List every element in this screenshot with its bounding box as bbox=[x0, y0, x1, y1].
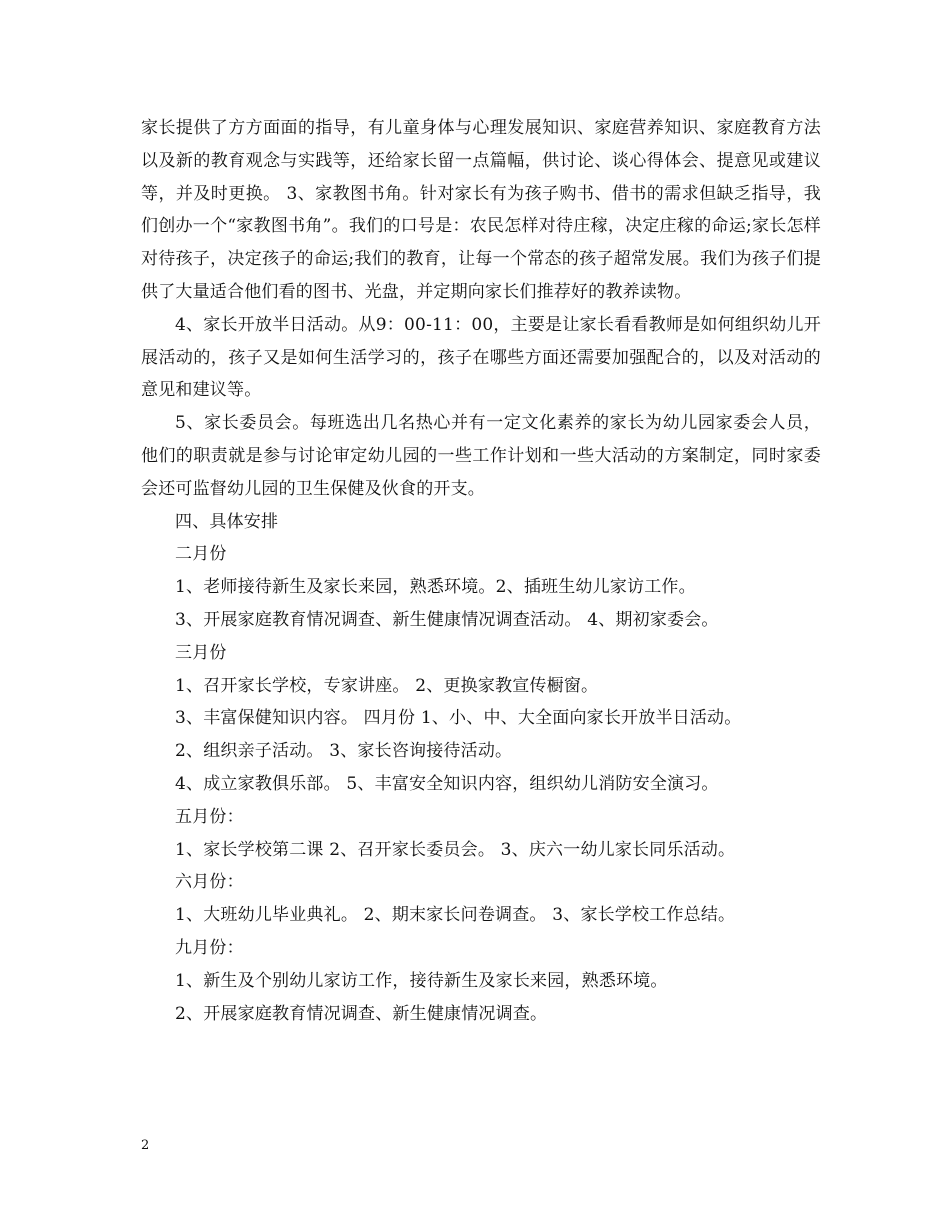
month-heading-march: 三月份 bbox=[175, 642, 227, 663]
list-item: 1、召开家长学校，专家讲座。 2、更换家教宣传橱窗。 bbox=[175, 675, 599, 696]
month-heading-june: 六月份： bbox=[175, 872, 244, 893]
document-body bbox=[141, 112, 821, 1030]
month-heading-september: 九月份： bbox=[175, 937, 244, 958]
month-heading-may: 五月份： bbox=[175, 806, 244, 827]
page-number: 2 bbox=[141, 1138, 150, 1153]
list-item: 4、成立家教俱乐部。 5、丰富安全知识内容，组织幼儿消防安全演习。 bbox=[175, 773, 719, 794]
list-item: 1、大班幼儿毕业典礼。 2、期末家长问卷调查。 3、家长学校工作总结。 bbox=[175, 905, 736, 926]
paragraph-family-guidance: 家长提供了方方面面的指导，有儿童身体与心理发展知识、家庭营养知识、家庭教育方法以及新的教育观念与实践等，还给家长留一点篇幅，供讨论、谈心得体会、提意见或建议等，并及时更换。 3、家教图书角。针对家长有为孩子购书、借书的需求但缺乏指导，我们创办一个“家教图书角”。我们的口号是：农民怎样对待庄稼，决定庄稼的命运;家长怎样对待孩子，决定孩子的命运;我们的教育，让每一个常态的孩子超常发展。我们为孩子们提供了大量适合他们看的图书、光盘，并定期向家长们推荐好的教养读物。 bbox=[141, 118, 821, 302]
paragraph-open-half-day: 4、家长开放半日活动。从9：00-11：00，主要是让家长看看教师是如何组织幼儿开展活动的，孩子又是如何生活学习的，孩子在哪些方面还需要加强配合的，以及对活动的意见和建议等。 bbox=[141, 314, 821, 401]
list-item: 3、丰富保健知识内容。 四月份 1、小、中、大全面向家长开放半日活动。 bbox=[175, 708, 742, 729]
month-heading-february: 二月份 bbox=[175, 544, 227, 565]
list-item: 3、开展家庭教育情况调查、新生健康情况调查活动。 4、期初家委会。 bbox=[175, 609, 719, 630]
paragraph-parent-committee: 5、家长委员会。每班选出几名热心并有一定文化素养的家长为幼儿园家委会人员，他们的职责就是参与讨论审定幼儿园的一些工作计划和一些大活动的方案制定，同时家委会还可监督幼儿园的卫生保健及伙食的开支。 bbox=[141, 413, 821, 499]
list-item: 2、组织亲子活动。 3、家长咨询接待活动。 bbox=[175, 741, 513, 762]
list-item: 2、开展家庭教育情况调查、新生健康情况调查。 bbox=[175, 1003, 548, 1024]
list-item: 1、新生及个别幼儿家访工作，接待新生及家长来园，熟悉环境。 bbox=[175, 970, 668, 991]
list-item: 1、老师接待新生及家长来园，熟悉环境。2、插班生幼儿家访工作。 bbox=[175, 577, 696, 598]
list-item: 1、家长学校第二课 2、召开家长委员会。 3、庆六一幼儿家长同乐活动。 bbox=[175, 839, 736, 860]
section-heading-arrangement: 四、具体安排 bbox=[175, 511, 279, 532]
